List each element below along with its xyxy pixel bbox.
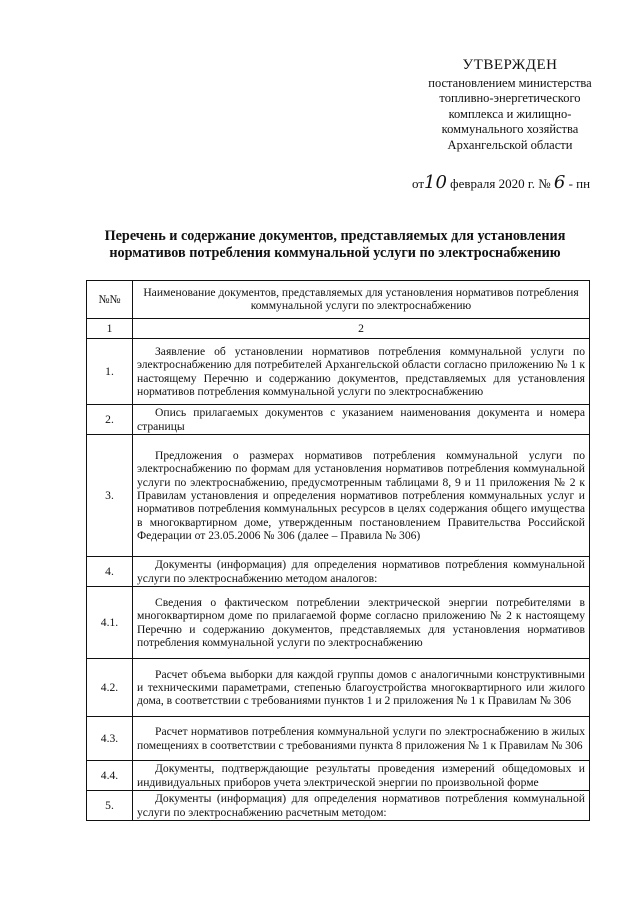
row-text: Документы (информация) для определения нормативов потребления коммунальной услуги по электроснабжению расчетным методом:	[133, 791, 590, 821]
date-prefix: от	[412, 176, 425, 191]
row-text: Расчет нормативов потребления коммунальной услуги по электроснабжению в жилых помещениях в соответствии с требованиями пункта 8 приложения № 1 к Правилам № 306	[133, 717, 590, 761]
date-middle: февраля 2020 г. №	[450, 176, 551, 191]
approval-date	[412, 172, 622, 193]
row-number: 4.4.	[87, 761, 133, 791]
row-number: 4.3.	[87, 717, 133, 761]
date-day: 10	[424, 172, 447, 193]
table-row	[87, 557, 590, 587]
row-number: 2.	[87, 405, 133, 435]
header-name: Наименование документов, представляемых для установления нормативов потребления коммунальной услуги по электроснабжению	[133, 281, 590, 319]
table-row	[87, 587, 590, 659]
row-number: 4.	[87, 557, 133, 587]
table-row	[87, 339, 590, 405]
row-text: Расчет объема выборки для каждой группы домов с аналогичными конструктивными и техническими параметрами, степенью благоустройства многоквартирного или жилого дома, в соответствии с требованиями пунктов 1 и 2 приложения № 1 к Правилам № 306	[133, 659, 590, 717]
approval-stamp	[410, 58, 610, 153]
approval-line: топливно-энергетического	[439, 91, 581, 105]
row-number: 4.2.	[87, 659, 133, 717]
row-text: Сведения о фактическом потреблении электрической энергии потребителями в многоквартирном доме по прилагаемой форме согласно приложению № 2 к настоящему Перечню и содержанию документов, представляемых для установления нормативов потребления коммунальной услуги по электроснабжению	[133, 587, 590, 659]
document-title: Перечень и содержание документов, представляемых для установления нормативов потребления коммунальной услуги по электроснабжению	[104, 228, 566, 261]
row-text: Опись прилагаемых документов с указанием наименования документа и номера страницы	[133, 405, 590, 435]
table-row	[87, 761, 590, 791]
approval-line: постановлением министерства	[428, 75, 592, 90]
row-number: 5.	[87, 791, 133, 821]
column-index-1: 1	[87, 318, 133, 338]
table-row	[87, 405, 590, 435]
approval-line: комплекса и жилищно-	[448, 106, 572, 121]
table-row	[87, 717, 590, 761]
row-text: Заявление об установлении нормативов потребления коммунальной услуги по электроснабжению для потребителей Архангельской области согласно приложению № 1 к настоящему Перечню и содержанию документов, представляемых для установления нормативов потребления коммунальной услуги по электроснабжению	[133, 339, 590, 405]
row-text: Предложения о размерах нормативов потребления коммунальной услуги по электроснабжению по формам для установления нормативов потребления коммунальной услуги по электроснабжению, предусмотренным таблицами 8, 9 и 11 приложения № 2 к Правилам установления и определения нормативов потребления коммунальных услуг и нормативов потребления коммунальных ресурсов в целях содержания общего имущества в многоквартирном доме, утвержденным постановлением Правительства Российской Федерации от 23.05.2006 № 306 (далее – Правила № 306)	[133, 435, 590, 557]
row-text: Документы (информация) для определения нормативов потребления коммунальной услуги по электроснабжению методом аналогов:	[133, 557, 590, 587]
approval-line: коммунального хозяйства	[441, 122, 579, 136]
row-number: 4.1.	[87, 587, 133, 659]
documents-table	[86, 280, 590, 821]
row-text: Документы, подтверждающие результаты проведения измерений общедомовых и индивидуальных приборов учета электрической энергии по произвольной форме	[133, 761, 590, 791]
date-number: 6	[553, 172, 566, 193]
table-row	[87, 435, 590, 557]
row-number: 3.	[87, 435, 133, 557]
table-row	[87, 659, 590, 717]
table-row	[87, 791, 590, 821]
date-suffix: - пн	[568, 176, 591, 191]
row-number: 1.	[87, 339, 133, 405]
column-index-2: 2	[133, 318, 590, 338]
header-number: №№	[87, 281, 133, 319]
approval-line: Архангельской области	[447, 137, 573, 152]
approval-heading: УТВЕРЖДЕН	[462, 57, 558, 73]
